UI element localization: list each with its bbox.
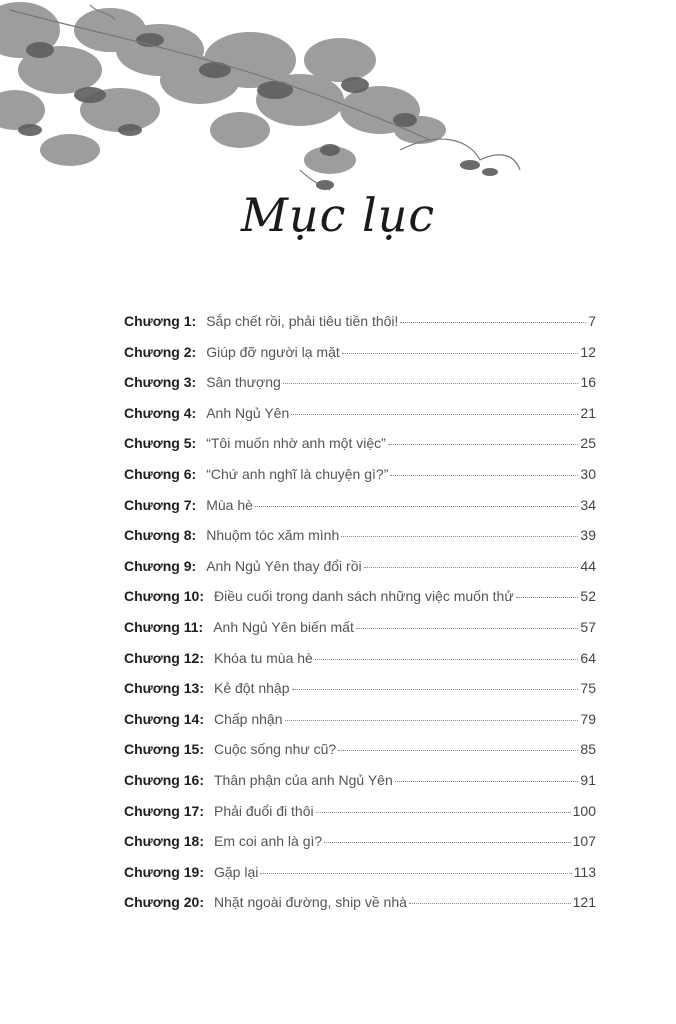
page-number: 57 (580, 618, 596, 635)
chapter-number: Chương 1: (124, 313, 197, 329)
page-number: 30 (580, 465, 596, 482)
dot-leader (409, 903, 571, 904)
dot-leader (283, 383, 579, 384)
toc-entry[interactable] (124, 864, 596, 895)
dot-leader (291, 414, 578, 415)
chapter-title: Kẻ đột nhập (213, 680, 290, 697)
chapter-number: Chương 16: (124, 771, 204, 788)
page-number: 52 (580, 588, 596, 605)
page-title: Mục lục (240, 188, 436, 242)
toc-entry[interactable] (124, 527, 596, 558)
dot-leader (364, 567, 579, 568)
chapter-title: Giúp đỡ người lạ mặt (206, 343, 340, 360)
page-number: 91 (580, 771, 596, 788)
chapter-number: Chương 8: (124, 527, 197, 544)
chapter-number: Chương 6: (124, 465, 197, 482)
chapter-number: Chương 4: (124, 404, 197, 421)
chapter-title: Anh Ngủ Yên (206, 404, 290, 421)
toc-entry[interactable] (124, 711, 596, 742)
toc-entry[interactable] (124, 497, 596, 528)
chapter-number: Chương 5: (124, 435, 197, 452)
dot-leader (356, 628, 579, 629)
chapter-number: Chương 15: (124, 741, 204, 758)
page-number: 16 (580, 374, 596, 391)
toc-entry[interactable] (124, 558, 596, 589)
toc-entry[interactable] (124, 466, 596, 497)
toc-entry[interactable] (124, 833, 596, 864)
chapter-title: Khóa tu mùa hè (213, 649, 313, 666)
chapter-title: Em coi anh là gì? (213, 833, 323, 850)
dot-leader (316, 812, 571, 813)
toc-entry[interactable] (124, 313, 596, 344)
chapter-number: Chương 14: (124, 710, 204, 727)
page-number: 64 (580, 649, 596, 666)
page-number: 39 (580, 527, 596, 544)
toc-entry[interactable] (124, 374, 596, 405)
chapter-title: Điều cuối trong danh sách những việc muốn thử (213, 588, 514, 605)
toc-entry[interactable] (124, 650, 596, 681)
dot-leader (341, 536, 578, 537)
chapter-number: Chương 19: (124, 863, 204, 880)
dot-leader (516, 597, 579, 598)
dot-leader (338, 750, 578, 751)
page-number: 107 (572, 833, 596, 850)
chapter-title: Gặp lại (213, 863, 259, 880)
chapter-title: Nhuộm tóc xăm mình (206, 527, 340, 544)
toc-entry[interactable] (124, 803, 596, 834)
toc-entry[interactable] (124, 680, 596, 711)
chapter-title: Chấp nhận (213, 710, 283, 727)
chapter-number: Chương 11: (124, 618, 204, 635)
toc-entry[interactable] (124, 405, 596, 436)
chapter-number: Chương 3: (124, 374, 197, 391)
toc-entry[interactable] (124, 619, 596, 650)
toc-entry[interactable] (124, 435, 596, 466)
page-number: 79 (580, 710, 596, 727)
toc-entry[interactable] (124, 741, 596, 772)
page-number: 44 (580, 557, 596, 574)
chapter-number: Chương 9: (124, 557, 197, 574)
page-number: 100 (572, 802, 596, 819)
chapter-title: Nhặt ngoài đường, ship về nhà (213, 894, 407, 911)
chapter-number: Chương 13: (124, 680, 204, 697)
chapter-title: Thân phận của anh Ngủ Yên (213, 771, 393, 788)
page-number: 113 (573, 863, 596, 880)
chapter-title: “Tôi muốn nhờ anh một việc” (206, 435, 386, 452)
page-number: 121 (572, 894, 596, 911)
dot-leader (400, 322, 586, 323)
dot-leader (388, 444, 579, 445)
chapter-title: Anh Ngủ Yên biến mất (213, 618, 354, 635)
dot-leader (292, 689, 579, 690)
page-number: 21 (580, 404, 596, 421)
dot-leader (315, 659, 579, 660)
chapter-number: Chương 18: (124, 833, 204, 850)
chapter-title: “Chứ anh nghĩ là chuyện gì?” (206, 465, 389, 482)
page-number: 25 (580, 435, 596, 452)
chapter-title: Sắp chết rồi, phải tiêu tiền thôi! (206, 313, 399, 329)
chapter-title: Anh Ngủ Yên thay đổi rồi (206, 557, 362, 574)
chapter-title: Mùa hè (206, 496, 253, 513)
toc-entry[interactable] (124, 772, 596, 803)
toc-entry[interactable] (124, 588, 596, 619)
dot-leader (324, 842, 570, 843)
page-number: 34 (580, 496, 596, 513)
chapter-number: Chương 20: (124, 894, 204, 911)
dot-leader (342, 353, 579, 354)
chapter-title: Sân thượng (206, 374, 281, 391)
page-number: 12 (580, 343, 596, 360)
chapter-number: Chương 17: (124, 802, 204, 819)
dot-leader (260, 873, 571, 874)
chapter-number: Chương 7: (124, 496, 197, 513)
chapter-number: Chương 12: (124, 649, 204, 666)
foliage-branch-illustration (0, 0, 540, 200)
chapter-number: Chương 2: (124, 343, 197, 360)
dot-leader (285, 720, 579, 721)
dot-leader (390, 475, 578, 476)
toc-entry[interactable] (124, 344, 596, 375)
page-number: 85 (580, 741, 596, 758)
table-of-contents (124, 313, 596, 925)
page-number: 75 (580, 680, 596, 697)
page-number: 7 (588, 313, 596, 329)
chapter-number: Chương 10: (124, 588, 204, 605)
chapter-title: Phải đuổi đi thôi (213, 802, 314, 819)
dot-leader (395, 781, 579, 782)
toc-entry[interactable] (124, 894, 596, 925)
chapter-title: Cuộc sống như cũ? (213, 741, 337, 758)
dot-leader (255, 506, 579, 507)
